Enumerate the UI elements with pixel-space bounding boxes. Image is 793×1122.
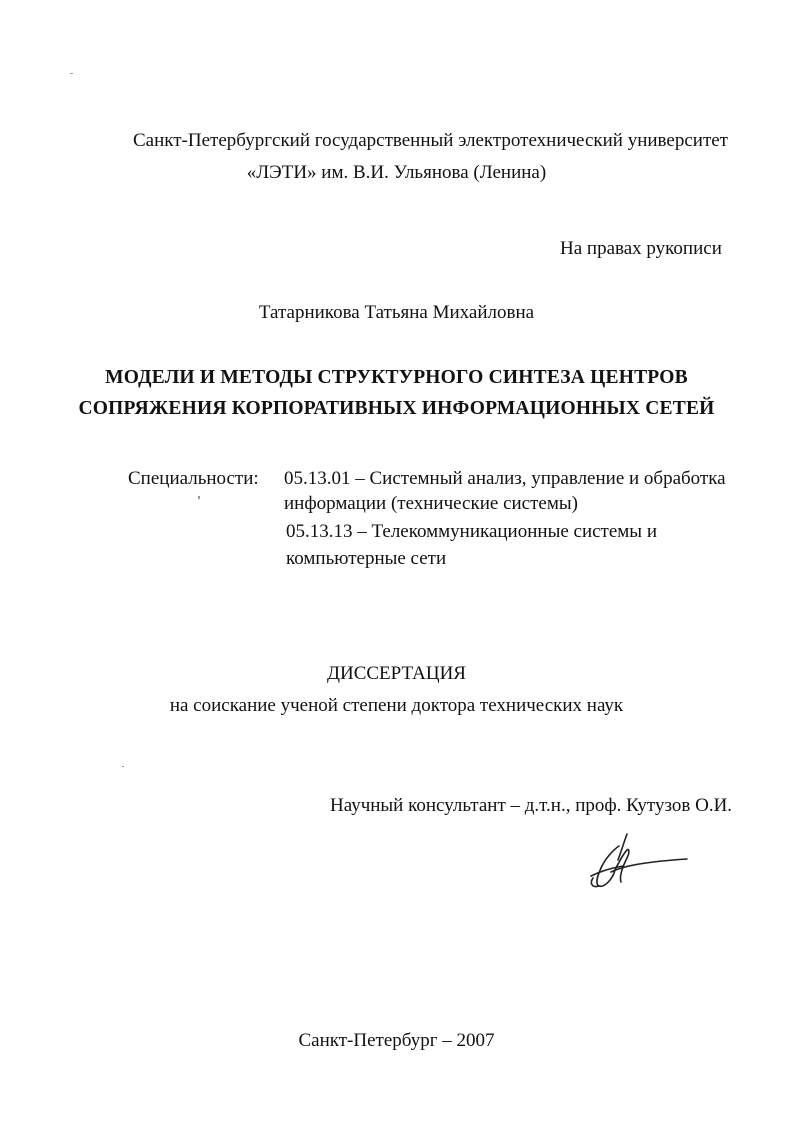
dissertation-title-line-2: СОПРЯЖЕНИЯ КОРПОРАТИВНЫХ ИНФОРМАЦИОННЫХ СЕТЕЙ xyxy=(78,398,715,419)
specialty-2-line-1: 05.13.13 – Телекоммуникационные системы и xyxy=(286,521,657,542)
scan-speck xyxy=(122,766,124,767)
university-name-line-2: «ЛЭТИ» им. В.И. Ульянова (Ленина) xyxy=(246,162,547,183)
specialty-1-line-2: информации (технические системы) xyxy=(284,493,578,514)
handwritten-signature xyxy=(583,832,693,894)
document-type: ДИССЕРТАЦИЯ xyxy=(327,663,466,684)
rights-note: На правах рукописи xyxy=(560,238,722,259)
city-year-footer: Санкт-Петербург – 2007 xyxy=(298,1030,495,1051)
specialty-1-line-1: 05.13.01 – Системный анализ, управление и обработка xyxy=(284,468,726,489)
scan-speck xyxy=(70,73,73,74)
degree-line: на соискание ученой степени доктора технических наук xyxy=(169,695,624,716)
author-name: Татарникова Татьяна Михайловна xyxy=(258,302,535,323)
dissertation-title-line-1: МОДЕЛИ И МЕТОДЫ СТРУКТУРНОГО СИНТЕЗА ЦЕНТРОВ xyxy=(105,367,688,388)
specialty-2-line-2: компьютерные сети xyxy=(286,548,447,569)
scientific-consultant: Научный консультант – д.т.н., проф. Кутузов О.И. xyxy=(330,795,733,816)
specialties-label: Специальности: xyxy=(128,468,259,489)
university-name-line-1: Санкт-Петербургский государственный электротехнический университет xyxy=(133,130,728,151)
scan-speck xyxy=(198,496,200,499)
